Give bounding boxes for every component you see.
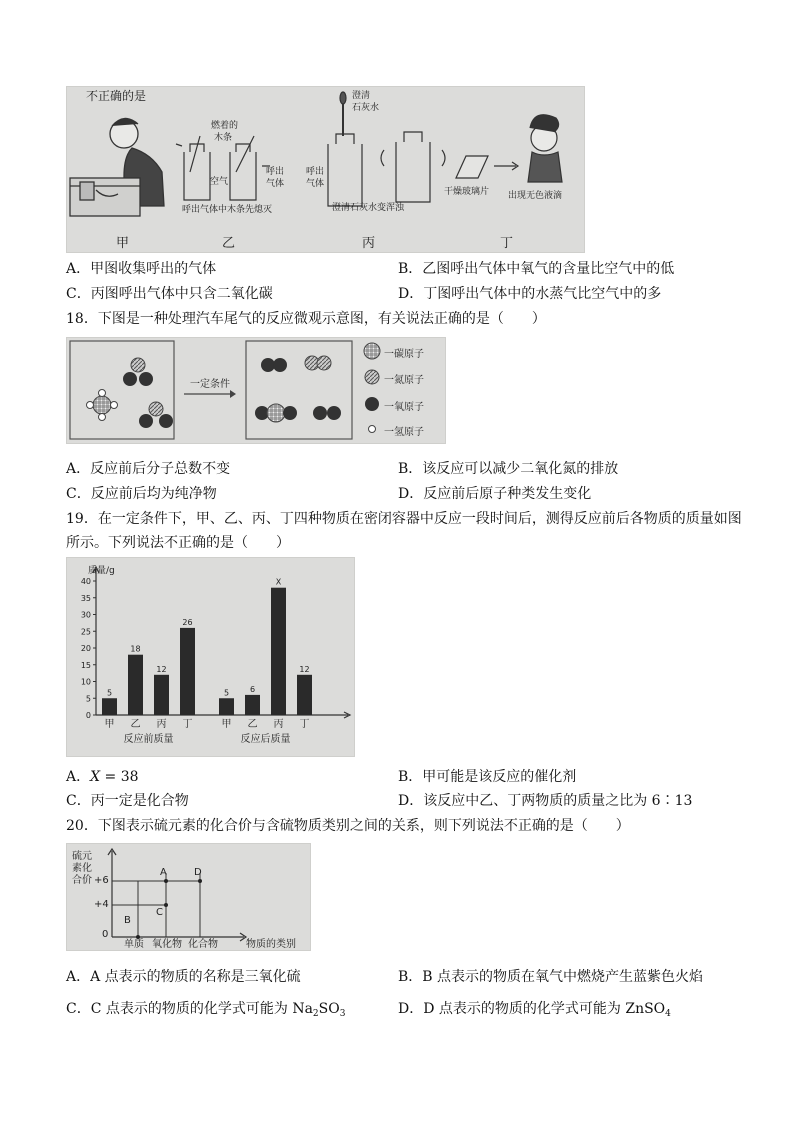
panel-label-bing: 丙 (362, 236, 376, 251)
q20-point-a: A (160, 867, 167, 878)
x-tick-label: 丁 (182, 719, 193, 730)
y-axis-title: 质量/g (88, 566, 115, 576)
q20-xtick-element: 单质 (124, 939, 144, 950)
bar-data-label: 26 (182, 617, 193, 627)
q20-xtick-compound: 化合物 (188, 939, 218, 950)
label-glass: 干燥玻璃片 (444, 187, 490, 197)
y-tick-label: 20 (80, 644, 91, 653)
q17-option-b[interactable]: B．乙图呼出气体中氧气的含量比空气中的低 (398, 261, 675, 277)
q18-option-c[interactable]: C．反应前后均为纯净物 (66, 486, 217, 502)
q20-option-c-sub1: 2 (312, 1009, 319, 1019)
label-limewater-2: 石灰水 (352, 103, 380, 113)
bar (180, 628, 195, 715)
q19-stem-line2: 所示。下列说法不正确的是（ ） (66, 535, 290, 551)
q17-illustration (66, 86, 585, 253)
reactant-box (70, 341, 174, 439)
q20-point-b: B (124, 915, 131, 926)
panel-ding-drawing (456, 115, 562, 182)
group-label: 反应后质量 (240, 734, 291, 745)
bar (128, 655, 143, 715)
q20-point-c: C (156, 907, 163, 918)
legend-oxygen: 一氧原子 (384, 402, 424, 413)
q20-option-c-sub2: 3 (339, 1009, 346, 1019)
q20-stem: 20．下图表示硫元素的化合价与含硫物质类别之间的关系，则下列说法不正确的是（ ） (66, 818, 630, 834)
label-water-caption: 出现无色液滴 (508, 191, 563, 201)
y-tick-label: 0 (85, 711, 91, 720)
x-tick-label: 甲 (104, 719, 115, 730)
bar (271, 588, 286, 715)
bar-chart (66, 557, 355, 757)
q20-xtick-oxide: 氧化物 (152, 939, 182, 950)
q17-caption-top: 不正确的是 (86, 89, 147, 103)
label-exhaled-2: 气体 (266, 179, 285, 189)
y-tick-label: 30 (80, 610, 91, 620)
q18-option-a[interactable]: A．反应前后分子总数不变 (66, 461, 231, 477)
q19-stem-line1: 19．在一定条件下，甲、乙、丙、丁四种物质在密闭容器中反应一段时间后，测得反应前后各物质的质量如图 (66, 511, 742, 527)
label-burning-stick: 燃着的 (211, 121, 239, 131)
bar-data-label: 5 (106, 688, 113, 698)
bar (297, 675, 312, 715)
product-box (246, 341, 352, 439)
q17-option-c[interactable]: C．丙图呼出气体中只含二氧化碳 (66, 286, 273, 302)
q20-point-d: D (194, 867, 202, 878)
q18-figure (66, 337, 446, 444)
q19-chart-figure (66, 557, 355, 757)
q20-ylabel-2: 素化 (72, 863, 92, 874)
x-tick-label: 乙 (130, 719, 141, 730)
x-tick-label: 丁 (299, 719, 310, 730)
q19-option-a-var: X (90, 769, 101, 785)
y-tick-label: 40 (80, 577, 91, 586)
q19-option-d[interactable]: D．该反应中乙、丁两物质的质量之比为 6∶13 (398, 793, 693, 809)
panel-bing-drawing (328, 92, 445, 206)
bar-data-label: 5 (223, 688, 230, 698)
y-tick-label: 25 (80, 627, 91, 637)
product-molecules (255, 356, 341, 422)
bar-data-label: 6 (249, 684, 256, 694)
legend-nitrogen: 一氮原子 (384, 375, 424, 386)
group-label: 反应前质量 (123, 734, 174, 745)
x-tick-label: 甲 (221, 719, 232, 730)
x-tick-label: 乙 (247, 719, 258, 730)
bar (154, 675, 169, 715)
y-tick-label: 5 (85, 694, 91, 704)
q19-option-a-prefix: A． (66, 769, 91, 785)
label-limewater-caption: 澄清石灰水变浑浊 (332, 203, 405, 213)
q17-option-a[interactable]: A．甲图收集呼出的气体 (66, 261, 217, 277)
q19-option-c[interactable]: C．丙一定是化合物 (66, 793, 189, 809)
q20-ytick-0: 0 (102, 929, 109, 940)
x-tick-label: 丙 (273, 719, 284, 730)
q20-ylabel-1: 硫元 (72, 851, 92, 862)
q19-option-b[interactable]: B．甲可能是该反应的催化剂 (398, 769, 577, 785)
q20-option-c[interactable] (66, 998, 345, 1019)
y-tick-label: 35 (80, 593, 91, 603)
legend-hydrogen: 一氢原子 (384, 427, 424, 438)
q18-stem: 18．下图是一种处理汽车尾气的反应微观示意图，有关说法正确的是（ ） (66, 311, 546, 327)
q20-option-c-prefix: C．C 点表示的物质的化学式可能为 Na (66, 1001, 313, 1017)
legend-carbon: 一碳原子 (384, 349, 424, 360)
y-tick-label: 15 (80, 660, 91, 670)
q20-option-c-mid: SO (318, 1001, 340, 1017)
panel-jia-drawing (70, 118, 164, 216)
label-exhaled-left-2: 气体 (306, 179, 325, 189)
q20-figure (66, 843, 311, 951)
label-air: 空气 (210, 177, 229, 187)
label-exhaled-left: 呼出 (306, 167, 325, 177)
panel-yi-drawing (176, 136, 270, 200)
q20-ytick-plus6: +6 (94, 875, 109, 886)
label-limewater: 澄清 (352, 91, 371, 101)
bar-data-label: 18 (130, 644, 141, 654)
reactant-molecules (87, 358, 174, 428)
q18-option-b[interactable]: B．该反应可以减少二氧化氮的排放 (398, 461, 619, 477)
label-stick-caption: 呼出气体中木条先熄灭 (182, 205, 273, 215)
panel-label-yi: 乙 (222, 236, 236, 251)
bar-data-label: 12 (299, 664, 310, 674)
bar-data-label: 12 (156, 664, 167, 674)
reaction-condition: 一定条件 (190, 379, 230, 390)
q20-ytick-plus4: +4 (94, 899, 109, 910)
q20-option-d-sub: 4 (665, 1009, 671, 1019)
q18-option-d[interactable]: D．反应前后原子种类发生变化 (398, 486, 592, 502)
q20-option-b[interactable]: B．B 点表示的物质在氧气中燃烧产生蓝紫色火焰 (398, 969, 704, 985)
bar (245, 695, 260, 715)
q19-option-a[interactable] (66, 766, 139, 786)
bar-data-label: X (275, 577, 282, 587)
q17-option-d[interactable]: D．丁图呼出气体中的水蒸气比空气中的多 (398, 286, 662, 302)
label-exhaled: 呼出 (266, 167, 285, 177)
bar (219, 698, 234, 715)
q20-option-a[interactable]: A．A 点表示的物质的名称是三氧化硫 (66, 969, 301, 985)
y-tick-label: 10 (80, 677, 91, 687)
panel-label-ding: 丁 (500, 236, 514, 251)
label-burning-stick-2: 木条 (214, 133, 233, 143)
bar (102, 698, 117, 715)
q20-xlabel: 物质的类别 (246, 939, 296, 950)
panel-label-jia: 甲 (116, 236, 130, 251)
q20-option-d[interactable] (398, 998, 671, 1019)
q17-figure (66, 86, 585, 253)
q20-option-d-prefix: D．D 点表示的物质的化学式可能为 ZnSO (398, 1001, 666, 1017)
q19-option-a-rest: = 38 (100, 769, 139, 785)
q20-ylabel-3: 合价 (72, 875, 92, 886)
x-tick-label: 丙 (156, 719, 167, 730)
